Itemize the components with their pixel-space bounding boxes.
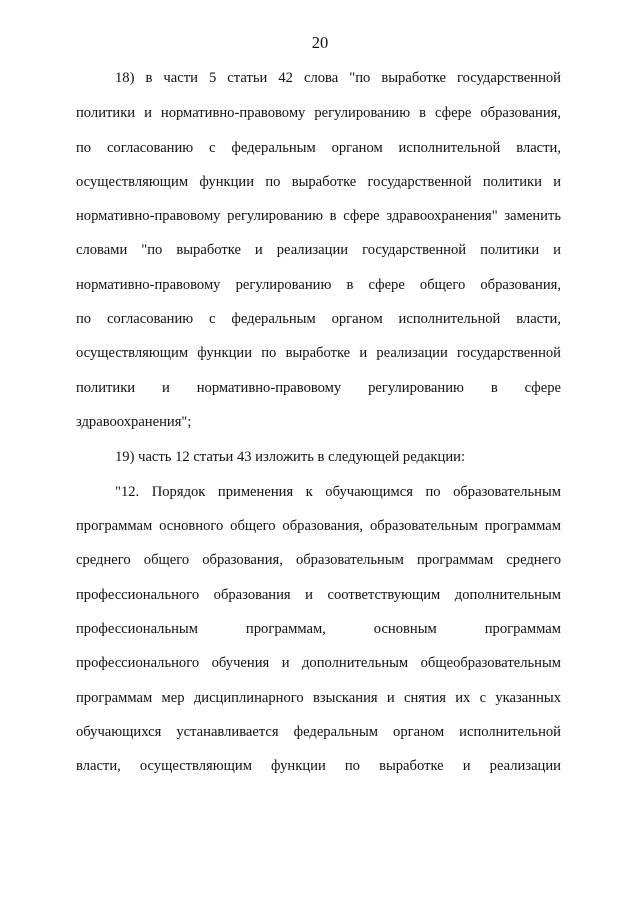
text-line: политики и нормативно-правовому регулированию в сфере: [76, 380, 561, 396]
text-line: нормативно-правовому регулированию в сфере общего образования,: [76, 277, 561, 293]
text-line: профессиональным программам, основным программам: [76, 621, 561, 637]
text-line: осуществляющим функции по выработке и реализации государственной: [76, 345, 561, 361]
text-line: нормативно-правовому регулированию в сфере здравоохранения" заменить: [76, 208, 561, 224]
text-line: обучающихся устанавливается федеральным органом исполнительной: [76, 724, 561, 740]
text-line: власти, осуществляющим функции по выработке и реализации: [76, 758, 561, 774]
text-line: словами "по выработке и реализации государственной политики и: [76, 242, 561, 258]
text-line: 18) в части 5 статьи 42 слова "по выработке государственной: [115, 70, 561, 86]
text-line: по согласованию с федеральным органом исполнительной власти,: [76, 140, 561, 156]
text-line: среднего общего образования, образовательным программам среднего: [76, 552, 561, 568]
text-line: по согласованию с федеральным органом исполнительной власти,: [76, 311, 561, 327]
text-line: профессионального обучения и дополнительным общеобразовательным: [76, 655, 561, 671]
page-number: 20: [311, 33, 329, 52]
text-line: программам основного общего образования, образовательным программам: [76, 518, 561, 534]
text-line: 19) часть 12 статьи 43 изложить в следующей редакции:: [115, 449, 465, 465]
text-line: осуществляющим функции по выработке государственной политики и: [76, 174, 561, 190]
text-line: здравоохранения";: [76, 414, 192, 430]
text-line: "12. Порядок применения к обучающимся по образовательным: [115, 484, 561, 500]
text-line: профессионального образования и соответствующим дополнительным: [76, 587, 561, 603]
text-line: программам мер дисциплинарного взыскания и снятия их с указанных: [76, 690, 561, 706]
text-line: политики и нормативно-правовому регулированию в сфере образования,: [76, 105, 561, 121]
